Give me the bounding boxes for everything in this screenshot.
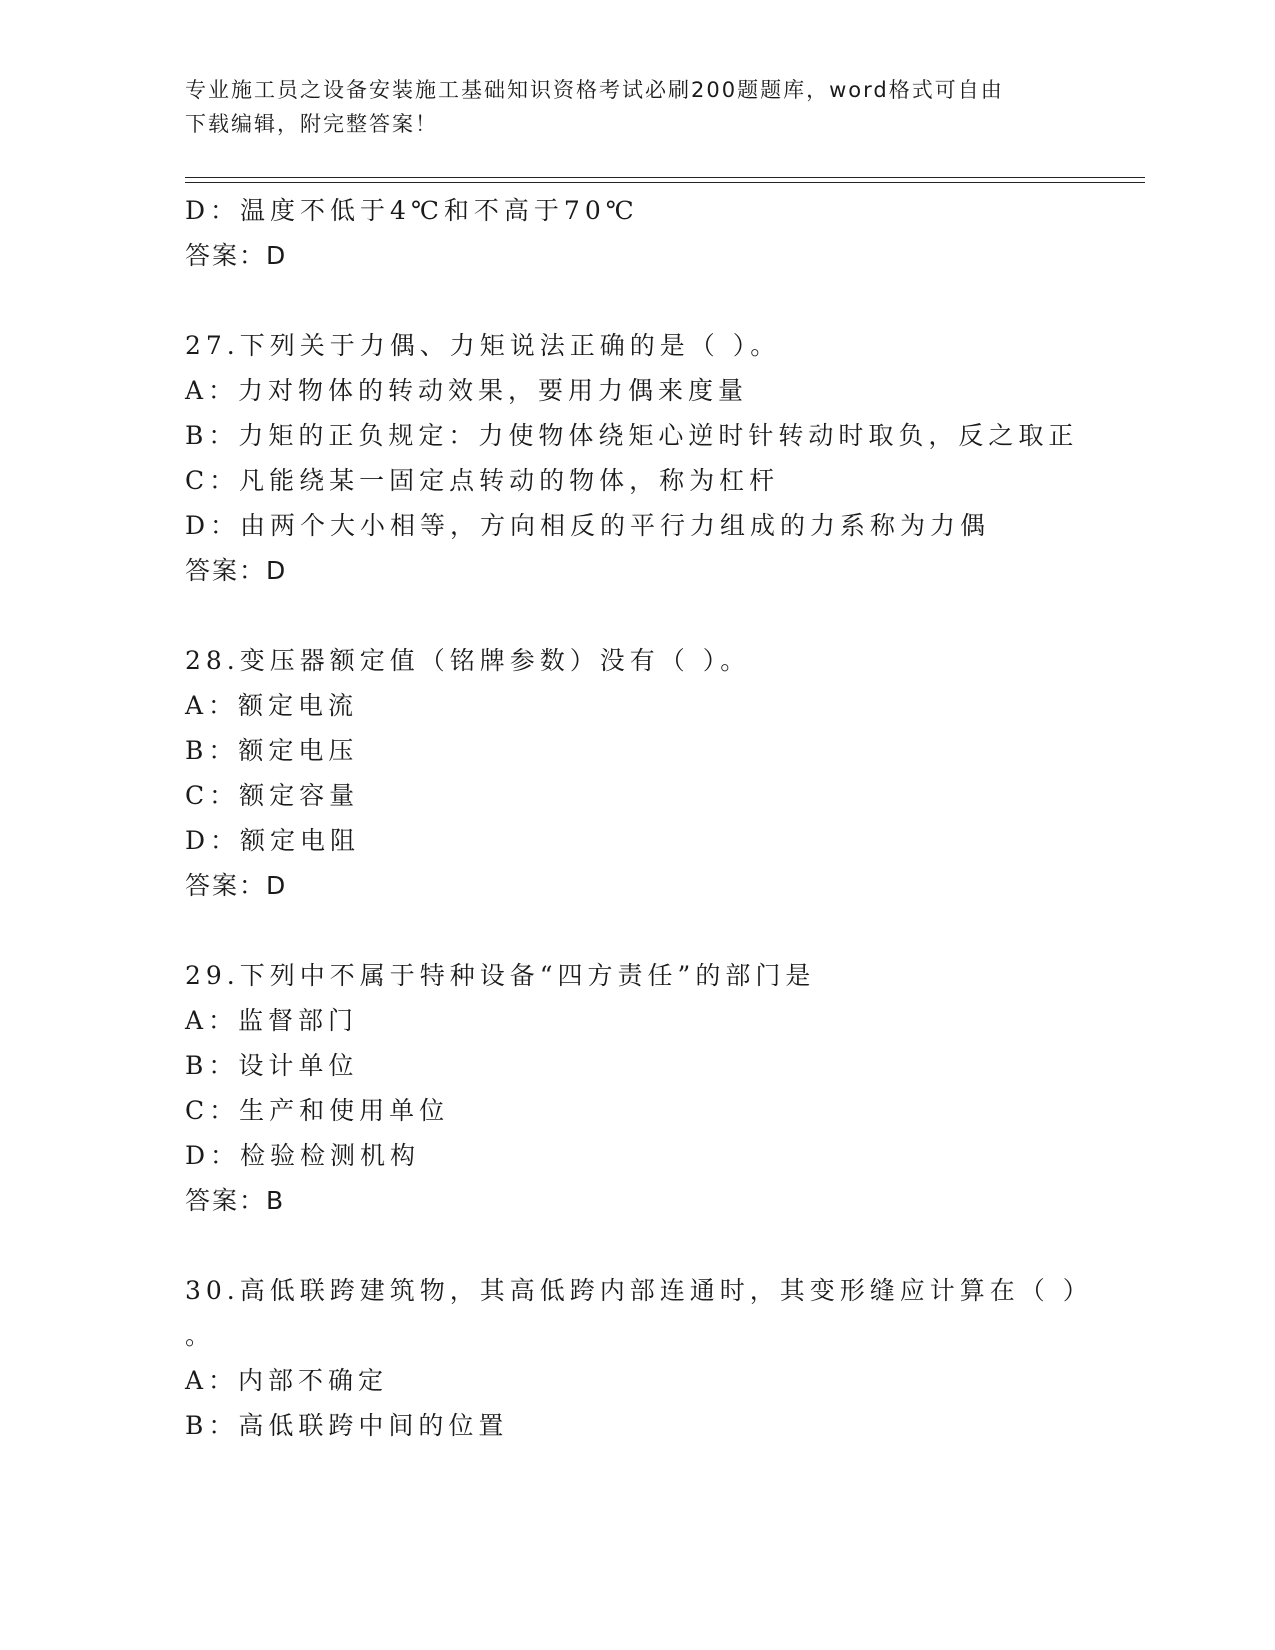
answer: 答案：D (185, 556, 288, 585)
option-b: B：力矩的正负规定：力使物体绕矩心逆时针转动时取负，反之取正 (185, 421, 1079, 450)
spacer (185, 908, 1145, 953)
option-b: B：高低联跨中间的位置 (185, 1411, 509, 1440)
question-stem-line-1: 30.高低联跨建筑物，其高低跨内部连通时，其变形缝应计算在（ ） (185, 1276, 1093, 1305)
question-stem-line-2: 。 (185, 1321, 216, 1350)
question-stem: 27.下列关于力偶、力矩说法正确的是（ ）。 (185, 331, 781, 360)
spacer (185, 593, 1145, 638)
option-c: C：额定容量 (185, 781, 360, 810)
option-d: D：由两个大小相等，方向相反的平行力组成的力系称为力偶 (185, 511, 991, 540)
question-27 (185, 323, 1145, 593)
question-stem: 28.变压器额定值（铭牌参数）没有（ ）。 (185, 646, 751, 675)
spacer (185, 1223, 1145, 1268)
spacer (185, 278, 1145, 323)
answer: 答案：D (185, 871, 288, 900)
question-29 (185, 953, 1145, 1223)
header-line-2: 下载编辑，附完整答案！ (185, 112, 438, 136)
option-d: D：温度不低于4℃和不高于70℃ (185, 196, 639, 225)
option-a: A：内部不确定 (185, 1366, 389, 1395)
header-rule-bottom (185, 182, 1145, 183)
option-c: C：生产和使用单位 (185, 1096, 450, 1125)
option-d: D：检验检测机构 (185, 1141, 421, 1170)
document-header (185, 73, 1085, 141)
option-c: C：凡能绕某一固定点转动的物体，称为杠杆 (185, 466, 780, 495)
option-b: B：额定电压 (185, 736, 359, 765)
option-a: A：力对物体的转动效果，要用力偶来度量 (185, 376, 749, 405)
document-body (185, 188, 1145, 1448)
answer: 答案：D (185, 241, 288, 270)
question-28 (185, 638, 1145, 908)
answer: 答案：B (185, 1186, 286, 1215)
option-d: D：额定电阻 (185, 826, 361, 855)
header-line-1: 专业施工员之设备安装施工基础知识资格考试必刷200题题库，word格式可自由 (185, 78, 1004, 102)
question-stem: 29.下列中不属于特种设备“四方责任”的部门是 (185, 961, 816, 990)
header-rule-top (185, 177, 1145, 178)
option-a: A：监督部门 (185, 1006, 359, 1035)
option-b: B：设计单位 (185, 1051, 359, 1080)
question-30 (185, 1268, 1145, 1448)
option-a: A：额定电流 (185, 691, 359, 720)
